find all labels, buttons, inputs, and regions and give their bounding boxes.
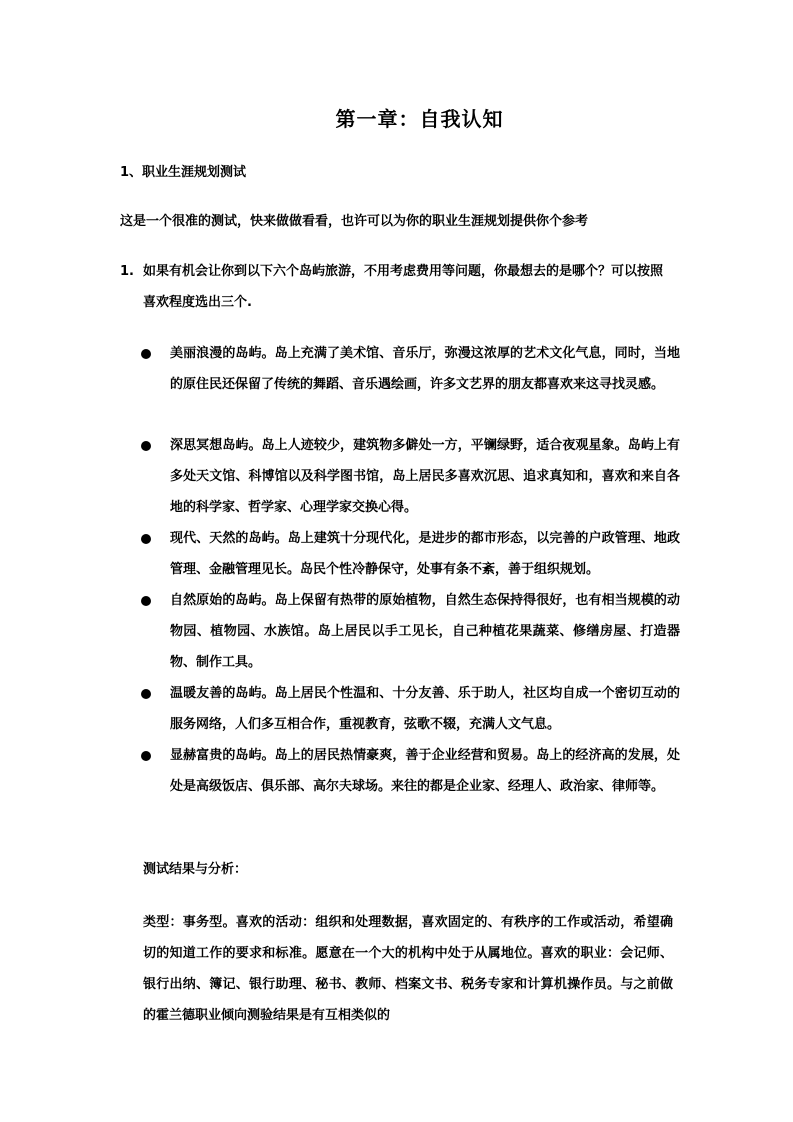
option-item: 温暖友善的岛屿。岛上居民个性温和、十分友善、乐于助人，社区均自成一个密切互动的服务网络，人们多互相合作，重视教育，弦歌不辍，充满人文气息。 xyxy=(170,686,680,732)
result-heading: 测试结果与分析： xyxy=(143,862,248,877)
bullet-icon xyxy=(141,751,151,761)
option-item: 深思冥想岛屿。岛上人迹较少，建筑物多僻处一方，平镧绿野，适合夜观星象。岛屿上有多处天文馆、科博馆以及科学图书馆，岛上居民多喜欢沉思、追求真知和，喜欢和来自各地的科学家、哲学家、心理学家交换心得。 xyxy=(170,438,680,515)
bullet-icon xyxy=(141,596,151,606)
question-text: 如果有机会让你到以下六个岛屿旅游，不用考虑费用等问题，你最想去的是哪个？可以按照喜欢程度选出三个. xyxy=(143,264,664,310)
option-item: 美丽浪漫的岛屿。岛上充满了美术馆、音乐厅，弥漫这浓厚的艺术文化气息，同时，当地的原住民还保留了传统的舞蹈、音乐遇绘画，许多文艺界的朋友都喜欢来这寻找灵感。 xyxy=(170,346,680,392)
bullet-icon xyxy=(141,349,151,359)
option-item: 显赫富贵的岛屿。岛上的居民热情豪爽，善于企业经营和贸易。岛上的经济高的发展，处处是高级饭店、俱乐部、高尔夫球场。来往的都是企业家、经理人、政治家、律师等。 xyxy=(170,748,680,794)
chapter-title: 第一章：自我认知 xyxy=(335,107,504,131)
option-item: 现代、天然的岛屿。岛上建筑十分现代化，是进步的都市形态，以完善的户政管理、地政管理、金融管理见长。岛民个性冷静保守，处事有条不紊，善于组织规划。 xyxy=(170,531,680,577)
section-heading: 1、职业生涯规划测试 xyxy=(120,165,247,180)
result-paragraph: 类型：事务型。喜欢的活动：组织和处理数据，喜欢固定的、有秩序的工作或活动，希望确切的知道工作的要求和标准。愿意在一个大的机构中处于从属地位。喜欢的职业：会记师、银行出纳、簿记、银行助理、秘书、教师、档案文书、税务专家和计算机操作员。与之前做的霍兰德职业倾向测验结果是有互相类似的 xyxy=(143,915,673,1023)
bullet-icon xyxy=(141,689,151,699)
question-number: 1. xyxy=(120,264,134,279)
bullet-icon xyxy=(141,441,151,451)
intro-paragraph: 这是一个很准的测试，快来做做看看，也许可以为你的职业生涯规划提供你个参考 xyxy=(120,214,589,229)
bullet-icon xyxy=(141,534,151,544)
option-item: 自然原始的岛屿。岛上保留有热带的原始植物，自然生态保持得很好，也有相当规模的动物园、植物园、水族馆。岛上居民以手工见长，自己种植花果蔬菜、修缮房屋、打造器物、制作工具。 xyxy=(170,593,680,670)
